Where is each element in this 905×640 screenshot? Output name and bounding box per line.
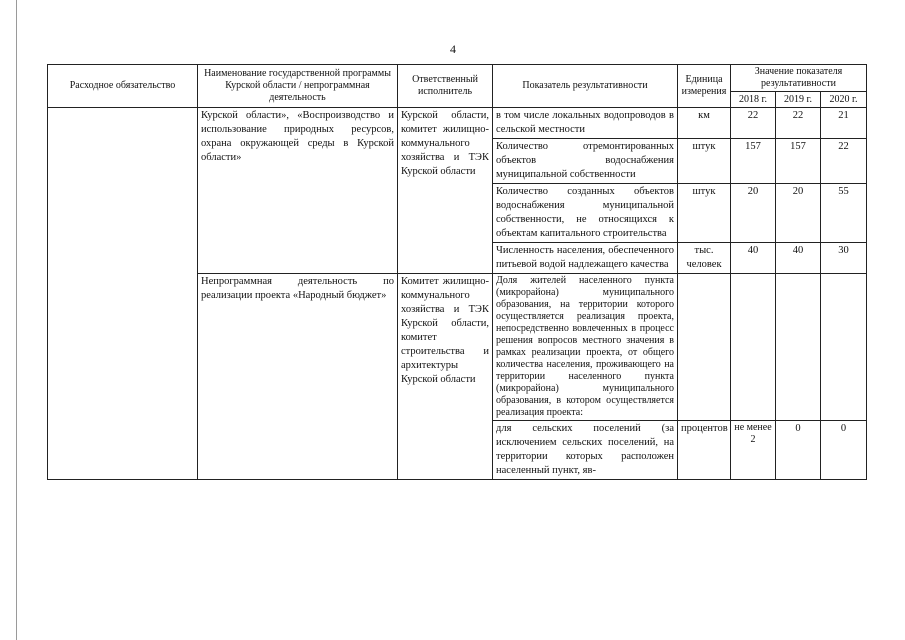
unit-cell: тыс. человек bbox=[678, 243, 731, 274]
indicator-cell: Количество созданных объектов водоснабжения муниципальной собственности, не относящихся к объектам капитального строительства bbox=[493, 184, 678, 243]
indicator-cell: в том числе локальных водопроводов в сельской местности bbox=[493, 108, 678, 139]
value-2018: 157 bbox=[731, 139, 776, 184]
indicator-intro-cell: Доля жителей населенного пункта (микрорайона) муниципального образования, на территории которого осуществляется реализация проекта, непосредственно вовлеченных в процесс решения вопросов местного значения в рамках реализации проекта, от общего количества населения, проживающего на территории населенного пункта (микрорайона) муниципального образования, в котором осуществляется реализация проекта: bbox=[493, 274, 678, 421]
unit-cell: штук bbox=[678, 139, 731, 184]
value-2020: 55 bbox=[821, 184, 867, 243]
value-2020: 0 bbox=[821, 421, 867, 480]
scan-edge-line bbox=[16, 0, 17, 640]
value-2018: 40 bbox=[731, 243, 776, 274]
header-year-2020: 2020 г. bbox=[821, 92, 867, 108]
value-2019: 157 bbox=[776, 139, 821, 184]
responsible-cell: Курской области, комитет жилищно-коммунального хозяйства и ТЭК Курской области bbox=[398, 108, 493, 274]
program-cell: Курской области», «Воспроизводство и использование природных ресурсов, охрана окружающей среды в Курской области» bbox=[198, 108, 398, 274]
results-table bbox=[47, 64, 867, 480]
value-2020 bbox=[821, 274, 867, 421]
value-2019: 22 bbox=[776, 108, 821, 139]
indicator-cell: Количество отремонтированных объектов водоснабжения муниципальной собственности bbox=[493, 139, 678, 184]
unit-cell: штук bbox=[678, 184, 731, 243]
program-cell: Непрограммная деятельность по реализации проекта «Народный бюджет» bbox=[198, 274, 398, 480]
table-row bbox=[48, 108, 867, 139]
value-2018 bbox=[731, 274, 776, 421]
header-responsible: Ответственный исполнитель bbox=[398, 65, 493, 108]
value-2020: 21 bbox=[821, 108, 867, 139]
value-2020: 30 bbox=[821, 243, 867, 274]
indicator-cell: для сельских поселений (за исключением сельских поселений, на территории которых расположен населенный пункт, яв- bbox=[493, 421, 678, 480]
header-year-2018: 2018 г. bbox=[731, 92, 776, 108]
value-2018: 22 bbox=[731, 108, 776, 139]
page-number: 4 bbox=[450, 42, 456, 56]
value-2020: 22 bbox=[821, 139, 867, 184]
header-indicator: Показатель результативности bbox=[493, 65, 678, 108]
header-obligation: Расходное обязательство bbox=[48, 65, 198, 108]
header-unit: Единица измерения bbox=[678, 65, 731, 108]
indicator-cell: Численность населения, обеспеченного питьевой водой надлежащего качества bbox=[493, 243, 678, 274]
obligation-cell bbox=[48, 108, 198, 480]
value-2019: 0 bbox=[776, 421, 821, 480]
header-values: Значение показателя результативности bbox=[731, 65, 867, 92]
responsible-cell: Комитет жилищно-коммунального хозяйства и ТЭК Курской области, комитет строительства и архитектуры Курской области bbox=[398, 274, 493, 480]
value-2019: 40 bbox=[776, 243, 821, 274]
value-2018: не менее 2 bbox=[731, 421, 776, 480]
header-year-2019: 2019 г. bbox=[776, 92, 821, 108]
unit-cell: процентов bbox=[678, 421, 731, 480]
unit-cell bbox=[678, 274, 731, 421]
header-program: Наименование государственной программы Курской области / непрограммная деятельность bbox=[198, 65, 398, 108]
unit-cell: км bbox=[678, 108, 731, 139]
value-2019 bbox=[776, 274, 821, 421]
value-2019: 20 bbox=[776, 184, 821, 243]
value-2018: 20 bbox=[731, 184, 776, 243]
